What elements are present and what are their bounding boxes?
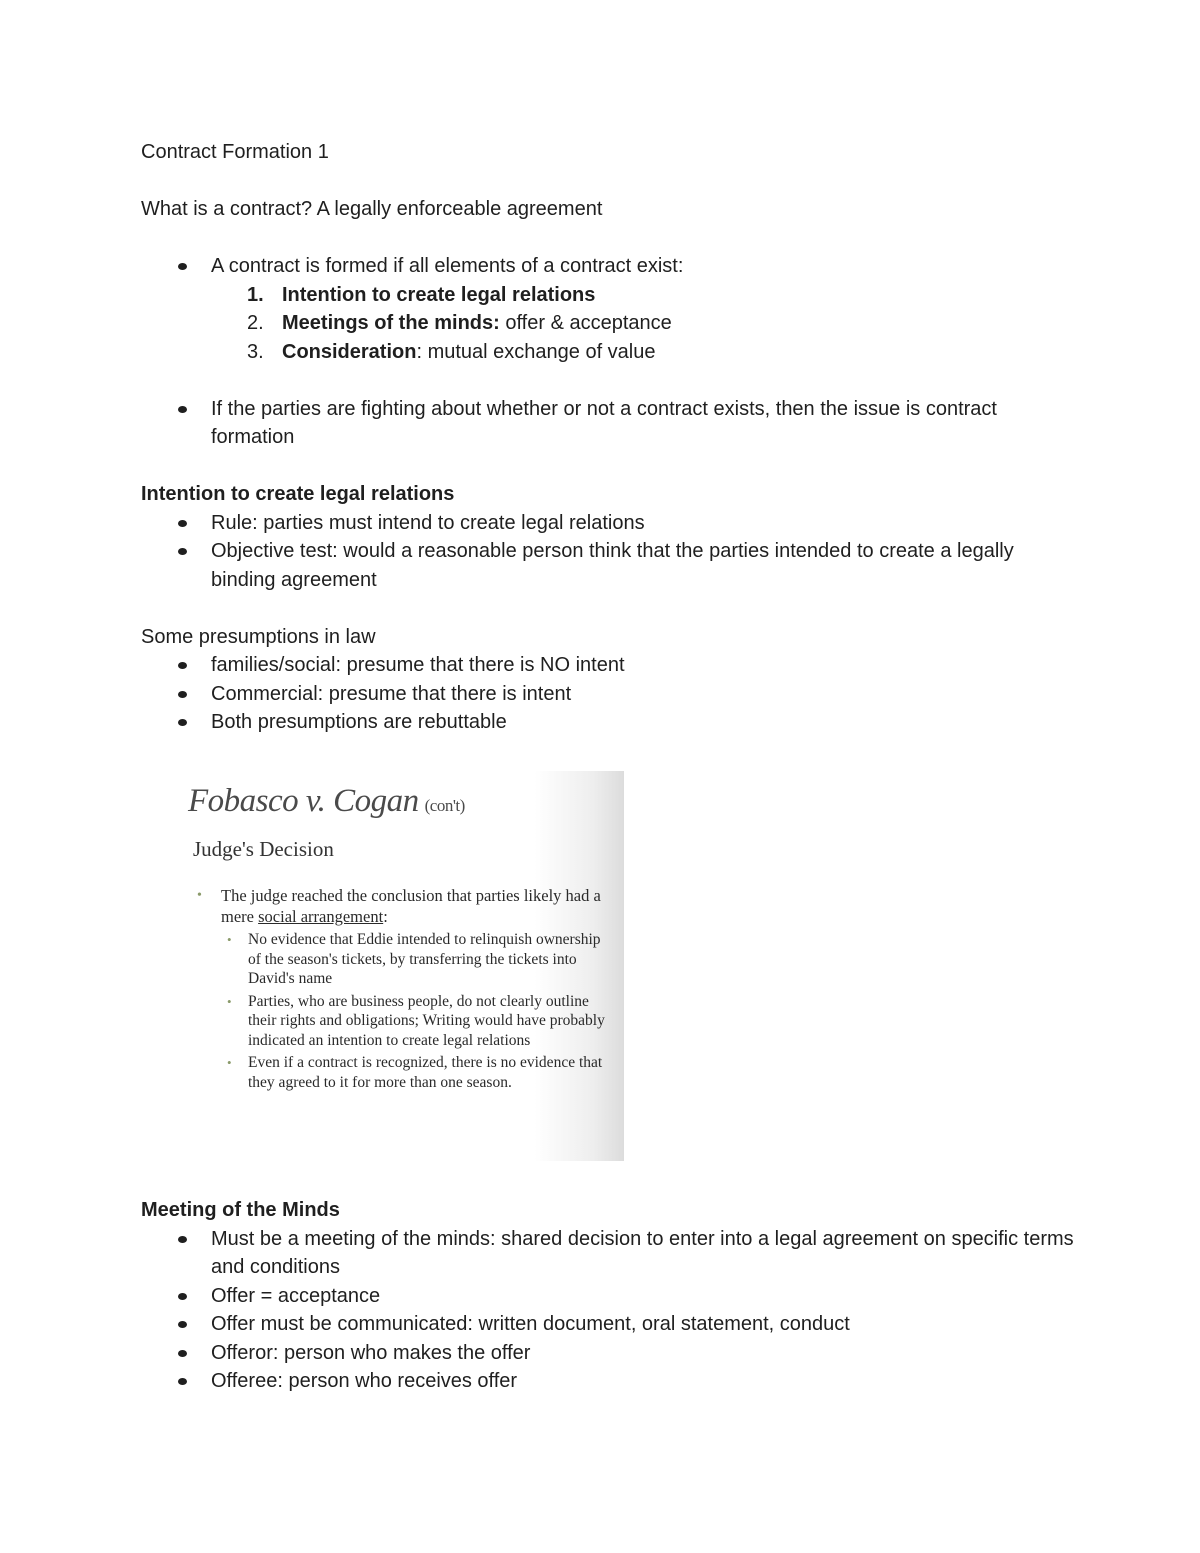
- list-item: Objective test: would a reasonable person think that the parties intended to create a legally binding agreement: [141, 537, 1081, 594]
- presumptions-bullet-list: [141, 651, 1081, 737]
- slide-sub-bullet: • No evidence that Eddie intended to relinquish ownership of the season's tickets, by transferring the tickets into David's name: [227, 931, 601, 987]
- slide-sub-bullet: • Even if a contract is recognized, there is no evidence that they agreed to it for more than one season.: [227, 1054, 603, 1091]
- slide-case-name: Fobasco v. Cogan: [188, 783, 419, 819]
- bullet-dot-icon: •: [227, 932, 232, 947]
- slide-bullets: [193, 885, 617, 1092]
- element-description: offer & acceptance: [499, 312, 672, 334]
- list-item: families/social: presume that there is NO intent: [141, 651, 1081, 680]
- underlined-phrase: social arrangement: [258, 907, 384, 926]
- list-item: Must be a meeting of the minds: shared decision to enter into a legal agreement on specific terms and conditions: [141, 1225, 1081, 1282]
- list-item: If the parties are fighting about whether or not a contract exists, then the issue is contract formation: [141, 395, 1081, 452]
- slide-main-bullet: • The judge reached the conclusion that parties likely had a mere social arrangement:: [197, 886, 601, 926]
- list-number: 2.: [247, 312, 264, 334]
- element-term: Intention to create legal relations: [282, 283, 596, 306]
- bullet-dot-icon: •: [227, 1055, 232, 1070]
- case-slide-image: [177, 771, 624, 1161]
- list-item: [141, 281, 1081, 310]
- fighting-bullet-list: [141, 395, 1081, 452]
- element-term: Meetings of the minds:: [282, 312, 500, 334]
- elements-numbered-list: [141, 281, 1081, 367]
- slide-title-suffix: (con't): [424, 796, 465, 815]
- list-number: 3.: [247, 340, 264, 363]
- minds-bullet-list: [141, 1225, 1081, 1396]
- list-item: Offeror: person who makes the offer: [141, 1339, 1081, 1368]
- element-description: : mutual exchange of value: [416, 340, 656, 363]
- list-number: 1.: [247, 283, 264, 306]
- list-item: Both presumptions are rebuttable: [141, 708, 1081, 737]
- intention-bullet-list: [141, 509, 1081, 595]
- list-item: Offer must be communicated: written document, oral statement, conduct: [141, 1310, 1081, 1339]
- list-item: Offeree: person who receives offer: [141, 1367, 1081, 1396]
- bullet-dot-icon: •: [227, 993, 232, 1009]
- slide-title: [188, 783, 465, 820]
- meeting-of-minds-heading: Meeting of the Minds: [141, 1199, 340, 1221]
- list-item: A contract is formed if all elements of a contract exist:: [141, 252, 1081, 281]
- list-item: [141, 309, 1081, 338]
- meeting-of-minds-section: [141, 1196, 1081, 1396]
- list-item: [141, 338, 1081, 367]
- slide-subtitle: Judge's Decision: [193, 837, 334, 861]
- list-item: Offer = acceptance: [141, 1282, 1081, 1311]
- element-term: Consideration: [282, 340, 417, 363]
- formation-bullet-list: [141, 252, 1081, 281]
- what-is-contract-line: What is a contract? A legally enforceable agreement: [141, 198, 603, 220]
- document-title: Contract Formation 1: [141, 141, 329, 163]
- bullet-dot-icon: •: [197, 888, 202, 903]
- intention-heading: Intention to create legal relations: [141, 483, 455, 505]
- slide-sub-bullet: • Parties, who are business people, do not clearly outline their rights and obligations; Writing would have probably indicated an intention to create legal relations: [227, 992, 605, 1049]
- list-item: Commercial: presume that there is intent: [141, 680, 1081, 709]
- list-item: Rule: parties must intend to create legal relations: [141, 509, 1081, 538]
- presumptions-heading: Some presumptions in law: [141, 625, 376, 648]
- document-body: [141, 138, 1081, 737]
